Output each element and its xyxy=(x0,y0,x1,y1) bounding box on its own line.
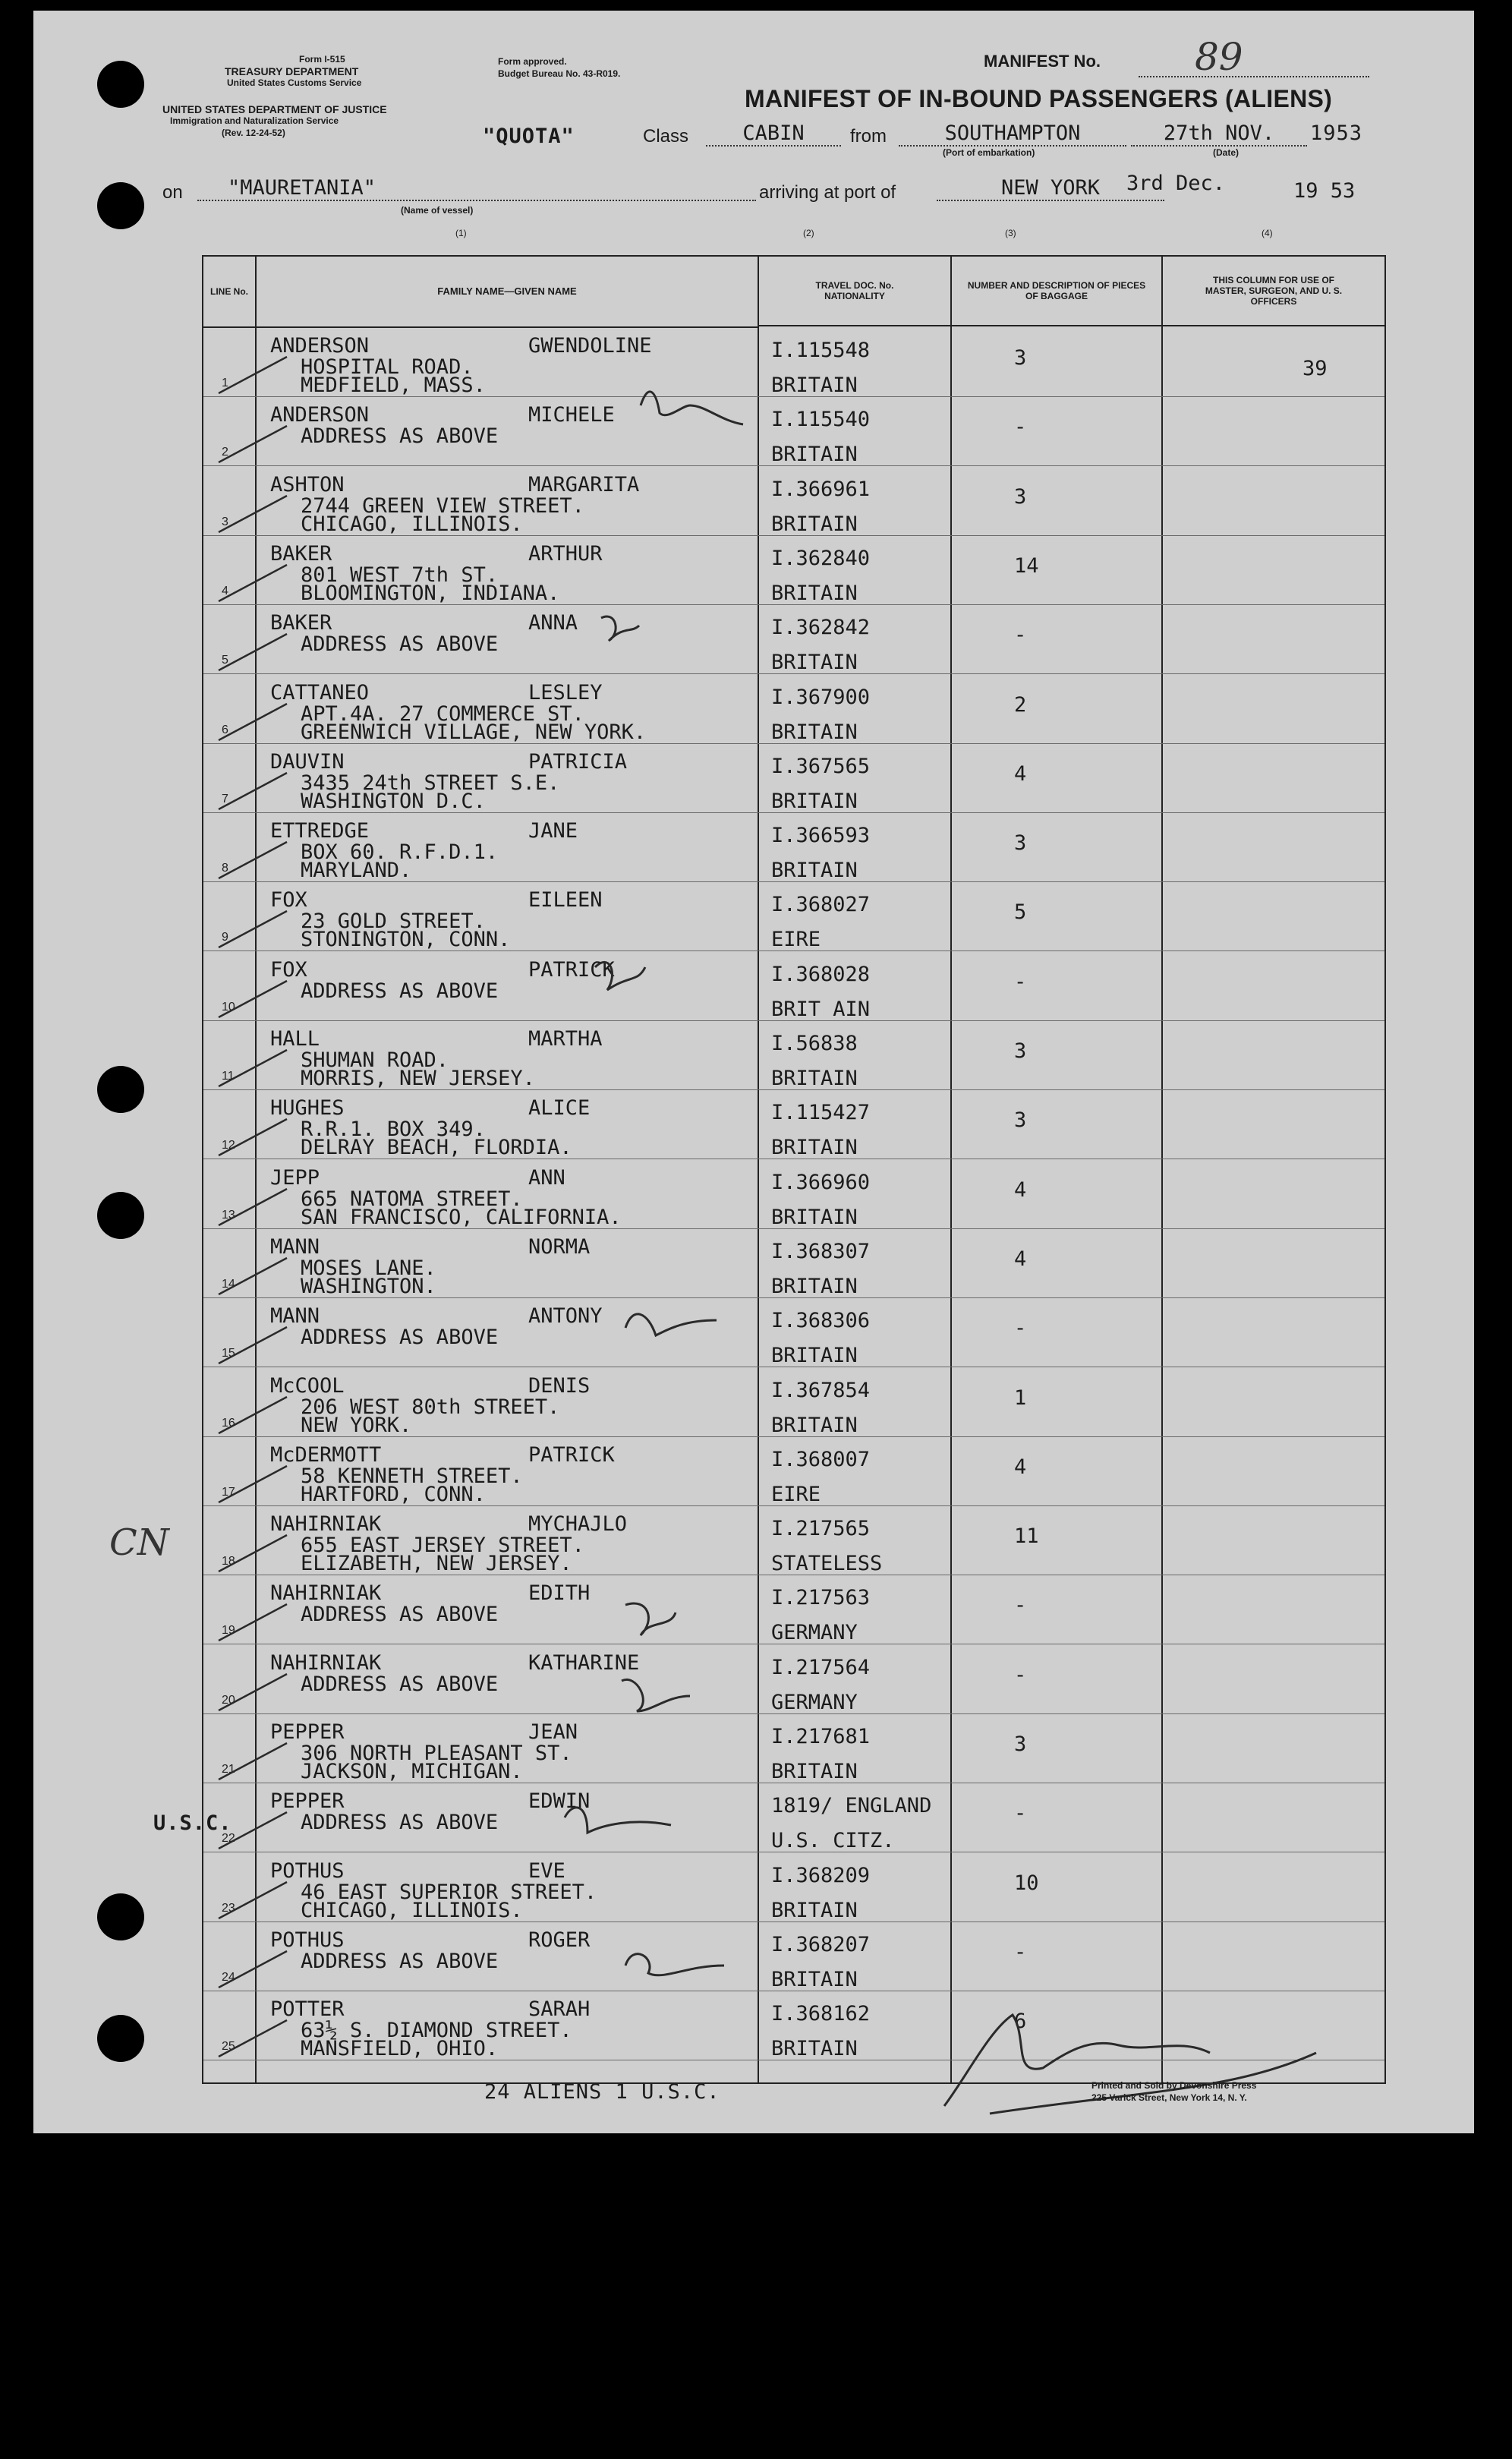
line-number: 5 xyxy=(222,654,228,667)
travel-doc-number: I.217564 xyxy=(771,1655,871,1679)
baggage-count: 4 xyxy=(1014,761,1027,786)
travel-doc-number: I.362842 xyxy=(771,616,871,640)
vessel-name: "MAURETANIA" xyxy=(197,176,756,201)
address-line-2: MARYLAND. xyxy=(301,859,412,883)
baggage-count: 3 xyxy=(1014,1108,1027,1133)
travel-doc-number: I.217563 xyxy=(771,1586,871,1610)
address-line-1: HOSPITAL ROAD. xyxy=(301,355,474,379)
given-name: PATRICK xyxy=(528,1442,615,1467)
family-name: FOX xyxy=(270,888,307,913)
nationality: BRITAIN xyxy=(771,1760,858,1783)
nationality: BRITAIN xyxy=(771,1205,858,1229)
baggage-count: 3 xyxy=(1014,1039,1027,1063)
nationality: BRITAIN xyxy=(771,2037,858,2061)
baggage-count: 4 xyxy=(1014,1455,1027,1479)
baggage-count: 5 xyxy=(1014,900,1027,925)
given-name: EDWIN xyxy=(528,1789,591,1814)
given-name: JANE xyxy=(528,819,578,843)
family-name: HALL xyxy=(270,1027,320,1051)
col-num-1: (1) xyxy=(455,228,467,238)
baggage-count: - xyxy=(1014,1594,1027,1618)
given-name: SARAH xyxy=(528,1997,591,2022)
nationality: U.S. CITZ. xyxy=(771,1829,895,1853)
family-name: ANDERSON xyxy=(270,334,370,358)
header-line-no: LINE No. xyxy=(203,257,255,328)
given-name: EDITH xyxy=(528,1581,591,1606)
class-value: CABIN xyxy=(706,121,841,147)
nationality: EIRE xyxy=(771,928,821,952)
family-name: PEPPER xyxy=(270,1789,345,1814)
given-name: ROGER xyxy=(528,1928,591,1952)
address-line-2: MEDFIELD, MASS. xyxy=(301,374,486,397)
line-number: 25 xyxy=(222,2040,235,2054)
family-name: MANN xyxy=(270,1304,320,1329)
given-name: MYCHAJLO xyxy=(528,1512,628,1537)
address-line-1: ADDRESS AS ABOVE xyxy=(301,979,499,1003)
family-name: NAHIRNIAK xyxy=(270,1650,382,1675)
baggage-count: 6 xyxy=(1014,2010,1027,2034)
header-travel-doc: TRAVEL DOC. No. NATIONALITY xyxy=(759,257,950,326)
arrival-port: NEW YORK xyxy=(937,176,1164,201)
travel-doc-number: I.366960 xyxy=(771,1170,871,1194)
travel-doc-number: I.217681 xyxy=(771,1725,871,1748)
address-line-1: ADDRESS AS ABOVE xyxy=(301,1811,499,1835)
family-name: HUGHES xyxy=(270,1096,345,1121)
travel-doc-number: I.368028 xyxy=(771,962,871,986)
baggage-count: - xyxy=(1014,1316,1027,1341)
address-line-2: CHICAGO, ILLINOIS. xyxy=(301,1898,523,1922)
port-embark-note: (Port of embarkation) xyxy=(943,147,1035,158)
nationality: BRITAIN xyxy=(771,720,858,744)
travel-doc-number: I.368207 xyxy=(771,1932,871,1956)
address-line-1: 63½ S. DIAMOND STREET. xyxy=(301,2019,572,2043)
travel-doc-number: 1819/ ENGLAND xyxy=(771,1794,932,1818)
address-line-1: 655 EAST JERSEY STREET. xyxy=(301,1534,584,1558)
family-name: POTTER xyxy=(270,1997,345,2022)
travel-doc-number: I.367900 xyxy=(771,685,871,709)
baggage-count: 3 xyxy=(1014,346,1027,370)
departure-year: 1953 xyxy=(1310,121,1363,145)
family-name: MANN xyxy=(270,1234,320,1259)
embark-port: SOUTHAMPTON xyxy=(899,121,1126,147)
departure-date: 27th NOV. xyxy=(1131,121,1307,147)
address-line-1: 2744 GREEN VIEW STREET. xyxy=(301,493,584,518)
footer-total: 24 ALIENS 1 U.S.C. xyxy=(484,2080,720,2104)
family-name: ASHTON xyxy=(270,472,345,497)
printer-line-2: 225 Varick Street, New York 14, N. Y. xyxy=(1091,2092,1247,2103)
family-name: NAHIRNIAK xyxy=(270,1581,382,1606)
nationality: BRITAIN xyxy=(771,581,858,605)
family-name: ANDERSON xyxy=(270,403,370,427)
arriving-label: arriving at port of xyxy=(759,182,896,203)
address-line-1: MOSES LANE. xyxy=(301,1256,436,1280)
address-line-2: MORRIS, NEW JERSEY. xyxy=(301,1067,535,1090)
travel-doc-number: I.368007 xyxy=(771,1447,871,1471)
class-label: Class xyxy=(643,126,689,147)
travel-doc-number: I.56838 xyxy=(771,1032,858,1055)
nationality: BRITAIN xyxy=(771,443,858,467)
given-name: ANNA xyxy=(528,611,578,635)
line-number: 24 xyxy=(222,1970,235,1984)
given-name: KATHARINE xyxy=(528,1650,640,1675)
given-name: DENIS xyxy=(528,1373,591,1398)
nationality: BRITAIN xyxy=(771,374,858,397)
nationality: BRITAIN xyxy=(771,1067,858,1090)
address-line-2: WASHINGTON. xyxy=(301,1274,436,1298)
given-name: JEAN xyxy=(528,1720,578,1744)
nationality: BRIT AIN xyxy=(771,997,871,1021)
line-number: 19 xyxy=(222,1624,235,1638)
form-number: Form I-515 xyxy=(299,54,345,65)
given-name: MICHELE xyxy=(528,403,615,427)
arrival-date: 3rd Dec. xyxy=(1126,172,1226,195)
customs-service: United States Customs Service xyxy=(227,77,362,88)
line-number: 23 xyxy=(222,1901,235,1915)
revision-date: (Rev. 12-24-52) xyxy=(222,128,285,138)
baggage-count: 4 xyxy=(1014,1247,1027,1271)
baggage-count: - xyxy=(1014,1802,1027,1826)
travel-doc-number: I.366593 xyxy=(771,824,871,848)
address-line-2: STONINGTON, CONN. xyxy=(301,928,511,952)
address-line-1: 801 WEST 7th ST. xyxy=(301,563,499,587)
address-line-1: 306 NORTH PLEASANT ST. xyxy=(301,1742,572,1765)
baggage-count: 3 xyxy=(1014,831,1027,856)
given-name: EILEEN xyxy=(528,888,603,913)
nationality: BRITAIN xyxy=(771,512,858,536)
line-number: 6 xyxy=(222,723,228,736)
baggage-count: 1 xyxy=(1014,1386,1027,1410)
address-line-1: SHUMAN ROAD. xyxy=(301,1048,449,1072)
address-line-1: APT.4A. 27 COMMERCE ST. xyxy=(301,701,584,726)
col-num-4: (4) xyxy=(1262,228,1273,238)
from-label: from xyxy=(850,126,887,147)
address-line-1: ADDRESS AS ABOVE xyxy=(301,424,499,449)
address-line-2: BLOOMINGTON, INDIANA. xyxy=(301,581,560,605)
nationality: BRITAIN xyxy=(771,789,858,813)
given-name: ANN xyxy=(528,1165,565,1190)
address-line-1: 23 GOLD STREET. xyxy=(301,910,486,934)
nationality: BRITAIN xyxy=(771,1274,858,1298)
printer-line-1: Printed and Sold by Devonshire Press xyxy=(1091,2080,1257,2091)
family-name: McDERMOTT xyxy=(270,1442,382,1467)
travel-doc-number: I.366961 xyxy=(771,477,871,501)
baggage-count: 4 xyxy=(1014,1177,1027,1202)
given-name: LESLEY xyxy=(528,680,603,705)
family-name: PEPPER xyxy=(270,1720,345,1744)
line-number: 15 xyxy=(222,1347,235,1360)
travel-doc-number: I.115427 xyxy=(771,1101,871,1125)
nationality: STATELESS xyxy=(771,1552,883,1576)
address-line-1: R.R.1. BOX 349. xyxy=(301,1118,486,1142)
address-line-1: 46 EAST SUPERIOR STREET. xyxy=(301,1880,597,1904)
family-name: ETTREDGE xyxy=(270,819,370,843)
given-name: PATRICK xyxy=(528,957,615,982)
line-number: 3 xyxy=(222,515,228,528)
address-line-1: 3435 24th STREET S.E. xyxy=(301,771,560,795)
line-number: 8 xyxy=(222,862,228,875)
margin-mark-usc: U.S.C. xyxy=(153,1811,232,1835)
officer-note: 39 xyxy=(1303,357,1328,380)
address-line-1: ADDRESS AS ABOVE xyxy=(301,1326,499,1350)
header-name: FAMILY NAME—GIVEN NAME xyxy=(257,257,758,328)
justice-department: UNITED STATES DEPARTMENT OF JUSTICE xyxy=(162,103,387,115)
baggage-count: - xyxy=(1014,623,1027,648)
col-num-2: (2) xyxy=(803,228,814,238)
arrival-year: 19 53 xyxy=(1293,179,1356,203)
baggage-count: 10 xyxy=(1014,1871,1039,1895)
handwriting-overlay xyxy=(33,11,1474,2133)
address-line-2: GREENWICH VILLAGE, NEW YORK. xyxy=(301,720,647,744)
margin-mark-cn: CN xyxy=(109,1521,169,1564)
address-line-1: BOX 60. R.F.D.1. xyxy=(301,840,499,865)
line-number: 2 xyxy=(222,446,228,459)
address-line-1: ADDRESS AS ABOVE xyxy=(301,632,499,657)
address-line-1: 206 WEST 80th STREET. xyxy=(301,1395,560,1419)
line-number: 13 xyxy=(222,1208,235,1222)
nationality: BRITAIN xyxy=(771,1898,858,1922)
family-name: POTHUS xyxy=(270,1928,345,1952)
ins-label: Immigration and Naturalization Service xyxy=(170,115,339,126)
family-name: JEPP xyxy=(270,1165,320,1190)
treasury-department: TREASURY DEPARTMENT xyxy=(225,65,359,77)
travel-doc-number: I.115540 xyxy=(771,408,871,432)
form-approved: Form approved. xyxy=(498,56,567,67)
nationality: BRITAIN xyxy=(771,859,858,883)
nationality: BRITAIN xyxy=(771,1413,858,1437)
address-line-1: ADDRESS AS ABOVE xyxy=(301,1949,499,1973)
address-line-1: 665 NATOMA STREET. xyxy=(301,1187,523,1211)
baggage-count: - xyxy=(1014,415,1027,440)
line-number: 9 xyxy=(222,931,228,944)
address-line-2: CHICAGO, ILLINOIS. xyxy=(301,512,523,536)
address-line-2: JACKSON, MICHIGAN. xyxy=(301,1760,523,1783)
address-line-1: 58 KENNETH STREET. xyxy=(301,1464,523,1488)
given-name: NORMA xyxy=(528,1234,591,1259)
nationality: BRITAIN xyxy=(771,1967,858,1991)
family-name: POTHUS xyxy=(270,1858,345,1883)
manifest-no-label: MANIFEST No. xyxy=(984,52,1101,71)
address-line-2: SAN FRANCISCO, CALIFORNIA. xyxy=(301,1205,622,1229)
given-name: ANTONY xyxy=(528,1304,603,1329)
travel-doc-number: I.368027 xyxy=(771,893,871,917)
header-baggage: NUMBER AND DESCRIPTION OF PIECES OF BAGGAGE xyxy=(952,257,1161,326)
given-name: EVE xyxy=(528,1858,565,1883)
address-line-1: ADDRESS AS ABOVE xyxy=(301,1672,499,1696)
baggage-count: 3 xyxy=(1014,1732,1027,1756)
nationality: BRITAIN xyxy=(771,1344,858,1368)
baggage-count: 14 xyxy=(1014,553,1039,578)
line-number: 21 xyxy=(222,1763,235,1776)
nationality: BRITAIN xyxy=(771,651,858,675)
nationality: GERMANY xyxy=(771,1621,858,1645)
manifest-number: 89 xyxy=(1195,35,1243,79)
line-number: 11 xyxy=(222,1070,235,1083)
travel-doc-number: I.368162 xyxy=(771,2002,871,2026)
baggage-count: 11 xyxy=(1014,1524,1039,1549)
col-num-3: (3) xyxy=(1005,228,1016,238)
family-name: BAKER xyxy=(270,611,332,635)
vessel-note: (Name of vessel) xyxy=(401,205,474,216)
address-line-2: NEW YORK. xyxy=(301,1413,412,1437)
family-name: CATTANEO xyxy=(270,680,370,705)
address-line-2: HARTFORD, CONN. xyxy=(301,1482,486,1506)
travel-doc-number: I.362840 xyxy=(771,546,871,570)
quota-label: "QUOTA" xyxy=(483,125,575,148)
address-line-1: ADDRESS AS ABOVE xyxy=(301,1603,499,1627)
header-officers: THIS COLUMN FOR USE OF MASTER, SURGEON, AND U. S. OFFICERS xyxy=(1163,257,1384,326)
given-name: PATRICIA xyxy=(528,749,628,774)
given-name: GWENDOLINE xyxy=(528,334,652,358)
baggage-count: - xyxy=(1014,1940,1027,1964)
given-name: MARTHA xyxy=(528,1027,603,1051)
given-name: MARGARITA xyxy=(528,472,640,497)
given-name: ARTHUR xyxy=(528,541,603,566)
travel-doc-number: I.115548 xyxy=(771,339,871,362)
nationality: BRITAIN xyxy=(771,1136,858,1160)
family-name: McCOOL xyxy=(270,1373,345,1398)
budget-bureau: Budget Bureau No. 43-R019. xyxy=(498,68,621,79)
nationality: GERMANY xyxy=(771,1690,858,1714)
line-number: 10 xyxy=(222,1000,235,1014)
date-note: (Date) xyxy=(1213,147,1240,158)
baggage-count: - xyxy=(1014,969,1027,994)
baggage-count: - xyxy=(1014,1663,1027,1687)
address-line-2: MANSFIELD, OHIO. xyxy=(301,2037,499,2061)
given-name: ALICE xyxy=(528,1096,591,1121)
family-name: DAUVIN xyxy=(270,749,345,774)
travel-doc-number: I.367565 xyxy=(771,754,871,778)
travel-doc-number: I.367854 xyxy=(771,1378,871,1402)
line-number: 7 xyxy=(222,792,228,805)
line-number: 16 xyxy=(222,1416,235,1430)
baggage-count: 2 xyxy=(1014,692,1027,717)
line-number: 22 xyxy=(222,1832,235,1846)
travel-doc-number: I.368307 xyxy=(771,1239,871,1263)
family-name: NAHIRNIAK xyxy=(270,1512,382,1537)
line-number: 1 xyxy=(222,377,228,389)
line-number: 14 xyxy=(222,1277,235,1291)
line-number: 18 xyxy=(222,1555,235,1568)
on-label: on xyxy=(162,182,183,203)
address-line-2: WASHINGTON D.C. xyxy=(301,789,486,813)
address-line-2: ELIZABETH, NEW JERSEY. xyxy=(301,1552,572,1576)
baggage-count: 3 xyxy=(1014,484,1027,509)
line-number: 17 xyxy=(222,1485,235,1499)
family-name: BAKER xyxy=(270,541,332,566)
manifest-title: MANIFEST OF IN-BOUND PASSENGERS (ALIENS) xyxy=(745,85,1333,112)
line-number: 20 xyxy=(222,1693,235,1707)
travel-doc-number: I.368209 xyxy=(771,1863,871,1887)
nationality: EIRE xyxy=(771,1482,821,1506)
manifest-page xyxy=(33,11,1474,2133)
line-number: 12 xyxy=(222,1139,235,1152)
travel-doc-number: I.217565 xyxy=(771,1517,871,1541)
family-name: FOX xyxy=(270,957,307,982)
address-line-2: DELRAY BEACH, FLORDIA. xyxy=(301,1136,572,1160)
line-number: 4 xyxy=(222,584,228,597)
travel-doc-number: I.368306 xyxy=(771,1309,871,1333)
